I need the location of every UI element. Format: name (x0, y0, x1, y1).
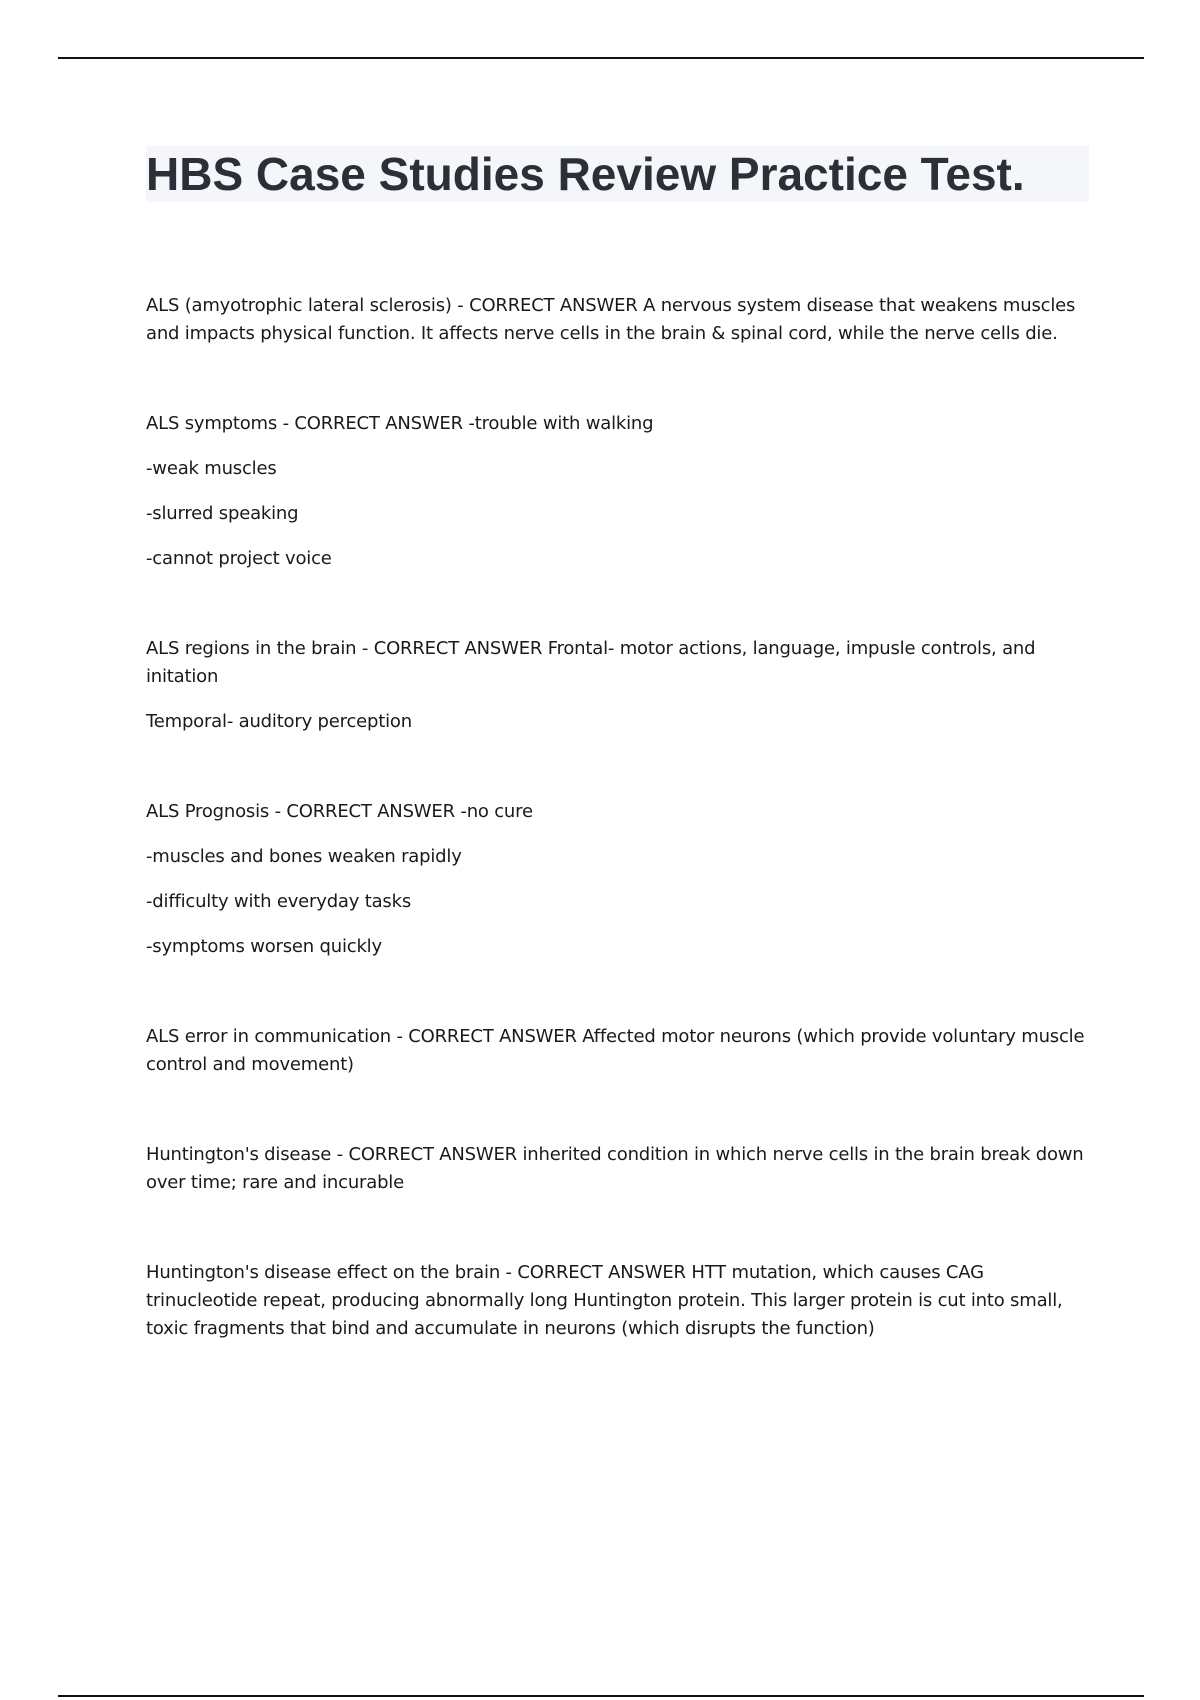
qa-text: ALS error in communication - CORRECT ANSWER Affected motor neurons (which provide voluntary muscle control and movement) (146, 1026, 1085, 1075)
qa-text: ALS (amyotrophic lateral sclerosis) - CORRECT ANSWER A nervous system disease that weakens muscles and impacts physical function. It affects nerve cells in the brain & spinal cord, while the nerve cells die. (146, 295, 1076, 344)
qa-text: -cannot project voice (146, 548, 332, 569)
bottom-rule (58, 1695, 1144, 1697)
qa-text: -difficulty with everyday tasks (146, 891, 411, 912)
qa-text: -slurred speaking (146, 503, 299, 524)
qa-text: ALS Prognosis - CORRECT ANSWER -no cure (146, 801, 533, 822)
top-rule (58, 57, 1144, 59)
qa-text: ALS regions in the brain - CORRECT ANSWER Frontal- motor actions, language, impusle controls, and initation (146, 638, 1036, 687)
qa-text: Huntington's disease effect on the brain - CORRECT ANSWER HTT mutation, which causes CAG trinucleotide repeat, producing abnormally long Huntington protein. This larger protein is cut into small, toxic fragments that bind and accumulate in neurons (which disrupts the function) (146, 1262, 1063, 1339)
qa-text: -muscles and bones weaken rapidly (146, 846, 462, 867)
qa-entry-huntingtons-definition (146, 1141, 1086, 1197)
qa-entry-als-communication (146, 1023, 1086, 1079)
title-banner (146, 146, 1089, 202)
qa-text: -symptoms worsen quickly (146, 936, 382, 957)
qa-entry-huntingtons-brain-effect (146, 1259, 1086, 1343)
qa-entry-als-prognosis (146, 798, 1086, 961)
qa-text: Temporal- auditory perception (146, 711, 412, 732)
qa-entry-als-regions (146, 635, 1086, 736)
document-title: HBS Case Studies Review Practice Test. (146, 148, 1025, 200)
qa-text: -weak muscles (146, 458, 277, 479)
document-body (146, 292, 1086, 1405)
qa-entry-als-definition (146, 292, 1086, 348)
qa-text: ALS symptoms - CORRECT ANSWER -trouble with walking (146, 413, 654, 434)
qa-text: Huntington's disease - CORRECT ANSWER inherited condition in which nerve cells in the brain break down over time; rare and incurable (146, 1144, 1084, 1193)
qa-entry-als-symptoms (146, 410, 1086, 573)
